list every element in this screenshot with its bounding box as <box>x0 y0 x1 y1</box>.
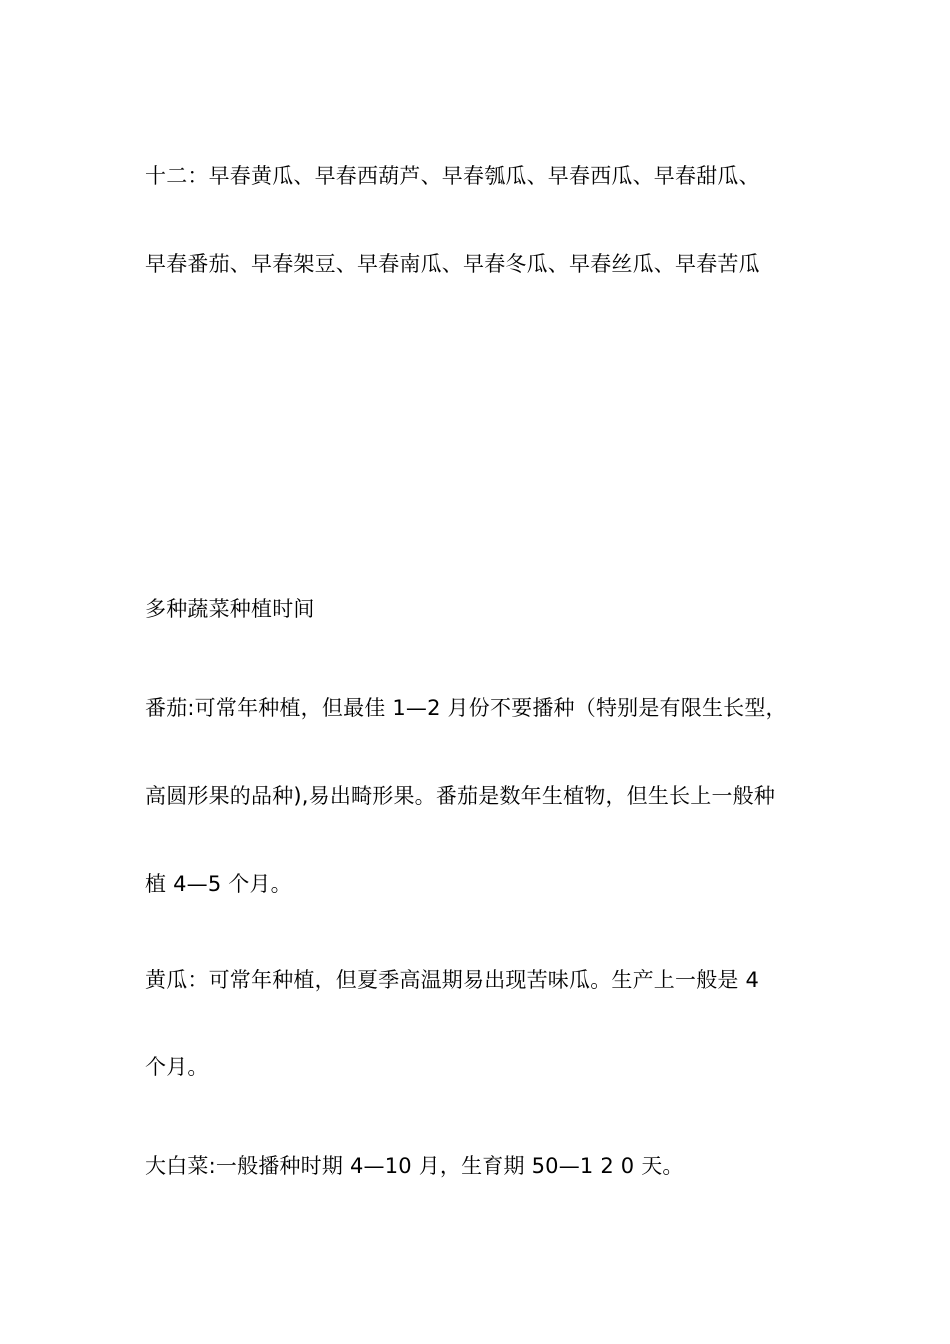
tomato-paragraph-line-3: 植 4—5 个月。 <box>145 872 292 896</box>
section-heading: 多种蔬菜种植时间 <box>145 597 315 621</box>
section-twelve-line-1: 十二：早春黄瓜、早春西葫芦、早春瓠瓜、早春西瓜、早春甜瓜、 <box>145 164 760 188</box>
cabbage-paragraph-line-1: 大白菜:一般播种时期 4—10 月，生育期 50—1 2 0 天。 <box>145 1154 684 1178</box>
cucumber-paragraph-line-2: 个月。 <box>145 1055 209 1079</box>
tomato-paragraph-line-1: 番茄:可常年种植，但最佳 1—2 月份不要播种（特别是有限生长型， <box>145 696 787 720</box>
section-twelve-line-2: 早春番茄、早春架豆、早春南瓜、早春冬瓜、早春丝瓜、早春苦瓜 <box>145 252 760 276</box>
tomato-paragraph-line-2: 高圆形果的品种),易出畸形果。番茄是数年生植物，但生长上一般种 <box>145 784 776 808</box>
cucumber-paragraph-line-1: 黄瓜：可常年种植，但夏季高温期易出现苦味瓜。生产上一般是 4 <box>145 968 760 992</box>
